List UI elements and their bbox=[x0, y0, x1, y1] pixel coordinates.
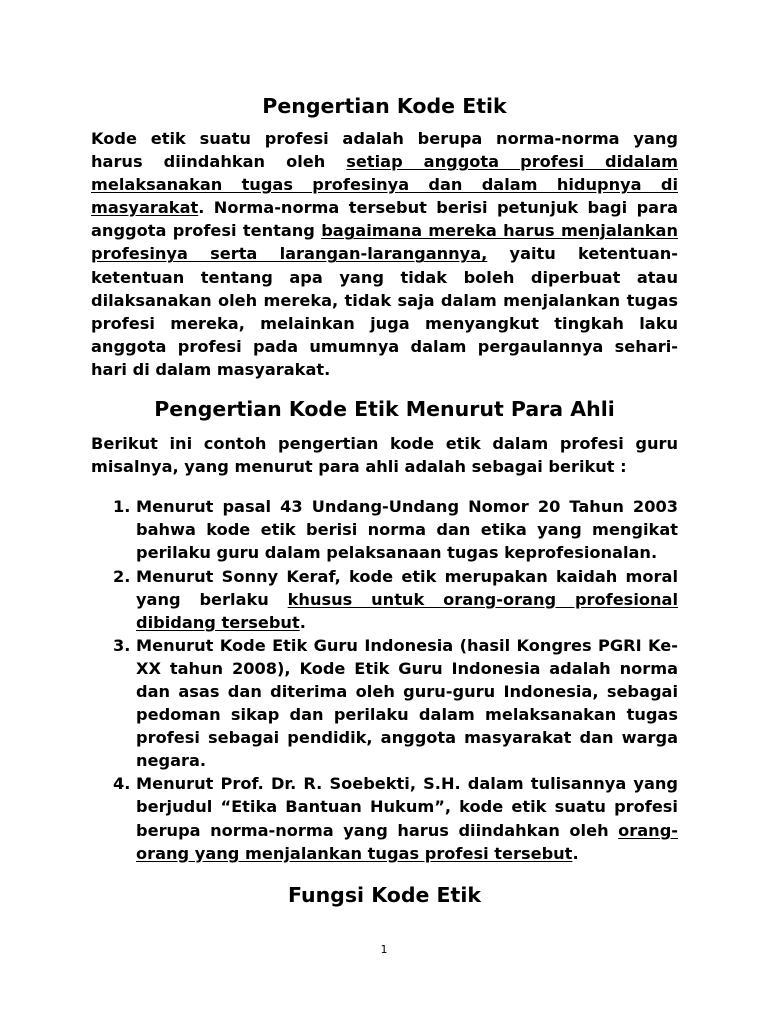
list-item bbox=[91, 772, 678, 864]
list-item bbox=[91, 634, 678, 773]
text-span: Kode etik suatu profesi adalah berupa norma-norma yang harus diindahkan oleh bbox=[91, 129, 678, 172]
list-number: 3. bbox=[113, 635, 131, 655]
section-title-fungsi: Fungsi Kode Etik bbox=[288, 882, 481, 907]
text-span: yaitu ketentuan-ketentuan tentang apa yang tidak boleh diperbuat atau dilaksanakan oleh mereka, tidak saja dalam menjalankan tugas profesi mereka, melainkan juga menyangkut tingkah laku anggota profesi pada umumnya dalam pergaulannya sehari-hari di dalam masyarakat. bbox=[91, 244, 678, 379]
paragraph-definition bbox=[91, 127, 678, 381]
expert-definitions-list bbox=[91, 495, 678, 865]
list-number: 4. bbox=[113, 774, 131, 794]
underlined-text: khusus untuk orang-orang profesional dibidang tersebut bbox=[136, 589, 678, 632]
list-text: . bbox=[299, 612, 306, 632]
page-content bbox=[91, 92, 678, 909]
list-text: Menurut pasal 43 Undang-Undang Nomor 20 Tahun 2003 bahwa kode etik berisi norma dan etika yang mengikat perilaku guru dalam pelaksanaan tugas keprofesionalan. bbox=[136, 497, 678, 563]
list-text: . bbox=[572, 843, 579, 863]
list-item bbox=[91, 495, 678, 564]
list-text: Menurut Sonny Keraf, kode etik merupakan kaidah moral yang berlaku bbox=[136, 566, 678, 609]
list-item bbox=[91, 565, 678, 634]
underlined-text: setiap anggota profesi didalam melaksanakan tugas profesinya dan dalam hidupnya di masyarakat bbox=[91, 152, 678, 218]
underlined-text: bagaimana mereka harus menjalankan profesinya serta larangan-larangannya, bbox=[91, 221, 678, 264]
section-title-pengertian: Pengertian Kode Etik bbox=[262, 94, 507, 118]
paragraph-intro: Berikut ini contoh pengertian kode etik dalam profesi guru misalnya, yang menurut para ahli adalah sebagai berikut : bbox=[91, 434, 678, 477]
underlined-text: orang-orang yang menjalankan tugas profesi tersebut bbox=[136, 820, 678, 863]
list-text: Menurut Kode Etik Guru Indonesia (hasil Kongres PGRI Ke-XX tahun 2008), Kode Etik Guru Indonesia adalah norma dan asas dan diterima oleh guru-guru Indonesia, sebagai pedoman sikap dan perilaku dalam melaksanakan tugas profesi sebagai pendidik, anggota masyarakat dan warga negara. bbox=[136, 635, 678, 771]
list-number: 2. bbox=[113, 566, 131, 586]
list-text: Menurut Prof. Dr. R. Soebekti, S.H. dalam tulisannya yang berjudul “Etika Bantuan Hukum”, kode etik suatu profesi berupa norma-norma yang harus diindahkan oleh bbox=[136, 774, 678, 840]
section-title-menurut-para-ahli: Pengertian Kode Etik Menurut Para Ahli bbox=[154, 397, 615, 422]
list-number: 1. bbox=[113, 497, 131, 517]
text-span: . Norma-norma tersebut berisi petunjuk bagi para anggota profesi tentang bbox=[91, 198, 678, 241]
page-number: 1 bbox=[380, 943, 388, 956]
